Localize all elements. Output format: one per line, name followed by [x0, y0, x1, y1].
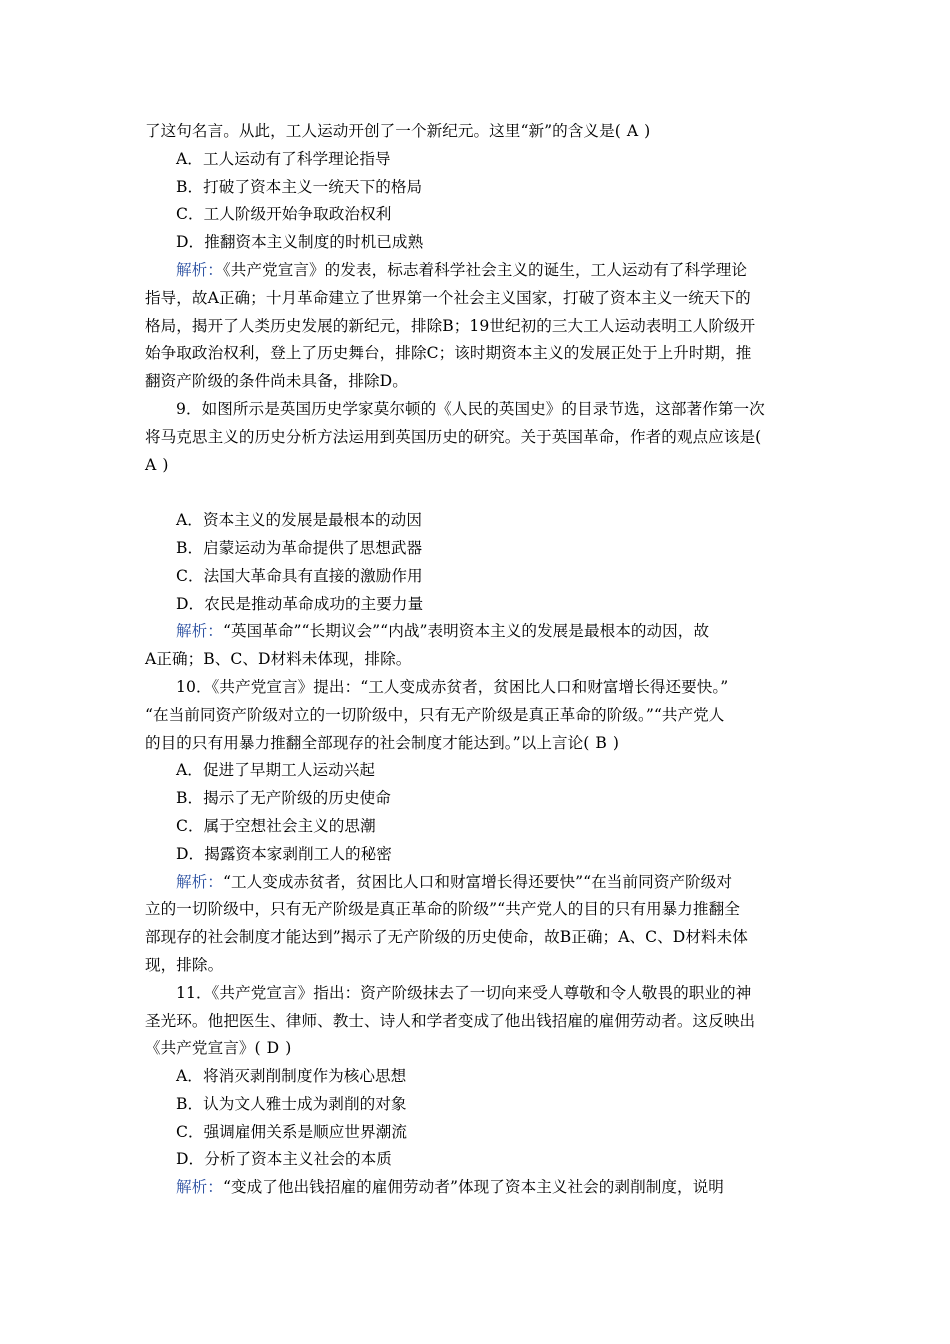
q11-stem-line: 《共产党宣言》( D )	[145, 1035, 810, 1063]
q9-option-d: D．农民是推动革命成功的主要力量	[176, 594, 424, 613]
q9-answer: A	[145, 455, 157, 474]
q11-answer: D	[266, 1039, 280, 1058]
q9-analysis-line: 解析：“英国革命”“长期议会”“内战”表明资本主义的发展是最根本的动因，故	[176, 622, 710, 641]
q9-answer-line: A )	[145, 452, 810, 480]
q10-analysis-line: 部现存的社会制度才能达到”揭示了无产阶级的历史使命，故B正确；A、C、D材料未体	[145, 928, 748, 947]
analysis-label: 解析：	[176, 622, 223, 641]
q8-analysis-line: 指导，故A正确；十月革命建立了世界第一个社会主义国家，打破了资本主义一统天下的	[145, 288, 751, 307]
q11-analysis-line: 解析：“变成了他出钱招雇的雇佣劳动者”体现了资本主义社会的剥削制度，说明	[176, 1178, 724, 1197]
q8-answer: A	[626, 122, 639, 140]
figure-placeholder	[145, 479, 810, 507]
q8-option-a: A．工人运动有了科学理论指导	[176, 149, 391, 168]
document-page	[145, 118, 810, 1202]
q10-answer: B	[595, 733, 607, 752]
q10-option-c: C．属于空想社会主义的思潮	[176, 816, 376, 835]
q11-option-c: C．强调雇佣关系是顺应世界潮流	[176, 1122, 407, 1141]
q11-stem-line: 圣光环。他把医生、律师、教士、诗人和学者变成了他出钱招雇的雇佣劳动者。这反映出	[145, 1011, 756, 1030]
q11-option-a: A．将消灭剥削制度作为核心思想	[176, 1067, 407, 1086]
q9-stem-line: 9．如图所示是英国历史学家莫尔顿的《人民的英国史》的目录节选，这部著作第一次	[176, 399, 765, 418]
q10-option-d: D．揭露资本家剥削工人的秘密	[176, 844, 392, 863]
q10-analysis-line: 现，排除。	[145, 955, 224, 974]
q9-option-a: A．资本主义的发展是最根本的动因	[176, 511, 422, 530]
q8-option-d: D．推翻资本主义制度的时机已成熟	[176, 233, 424, 252]
q10-stem-line: “在当前同资产阶级对立的一切阶级中，只有无产阶级是真正革命的阶级。”“共产党人	[145, 705, 725, 724]
q8-stem-line: 了这句名言。从此，工人运动开创了一个新纪元。这里“新”的含义是( A )	[145, 118, 810, 146]
q8-analysis-line: 翻资产阶级的条件尚未具备，排除D。	[145, 372, 408, 391]
q10-option-a: A．促进了早期工人运动兴起	[176, 761, 376, 780]
q8-option-b: B．打破了资本主义一统天下的格局	[176, 177, 423, 196]
q11-option-d: D．分析了资本主义社会的本质	[176, 1150, 392, 1169]
analysis-label: 解析：	[176, 260, 223, 279]
q10-analysis-line: 解析：“工人变成赤贫者，贫困比人口和财富增长得还要快”“在当前同资产阶级对	[176, 872, 732, 891]
q9-analysis-line: A正确；B、C、D材料未体现，排除。	[145, 650, 412, 669]
q9-stem-line: 将马克思主义的历史分析方法运用到英国历史的研究。关于英国革命，作者的观点应该是(	[145, 427, 762, 446]
analysis-label: 解析：	[176, 1178, 223, 1197]
q10-analysis-line: 立的一切阶级中，只有无产阶级是真正革命的阶级”“共产党人的目的只有用暴力推翻全	[145, 900, 740, 919]
q10-stem-line: 10．《共产党宣言》提出：“工人变成赤贫者，贫困比人口和财富增长得还要快。”	[176, 677, 729, 696]
q11-option-b: B．认为文人雅士成为剥削的对象	[176, 1094, 407, 1113]
analysis-label: 解析：	[176, 872, 223, 891]
q8-option-c: C．工人阶级开始争取政治权利	[176, 205, 392, 224]
q10-option-b: B．揭示了无产阶级的历史使命	[176, 789, 391, 808]
q9-option-c: C．法国大革命具有直接的激励作用	[176, 566, 423, 585]
q10-stem-line: 的目的只有用暴力推翻全部现存的社会制度才能达到。”以上言论( B )	[145, 730, 810, 758]
q8-analysis-line: 解析：《共产党宣言》的发表，标志着科学社会主义的诞生，工人运动有了科学理论	[176, 260, 748, 279]
q8-analysis-line: 格局，揭开了人类历史发展的新纪元，排除B；19世纪初的三大工人运动表明工人阶级开	[145, 316, 756, 335]
q8-analysis-line: 始争取政治权利，登上了历史舞台，排除C；该时期资本主义的发展正处于上升时期，推	[145, 344, 752, 363]
q9-option-b: B．启蒙运动为革命提供了思想武器	[176, 538, 423, 557]
q11-stem-line: 11．《共产党宣言》指出：资产阶级抹去了一切向来受人尊敬和令人敬畏的职业的神	[176, 983, 752, 1002]
